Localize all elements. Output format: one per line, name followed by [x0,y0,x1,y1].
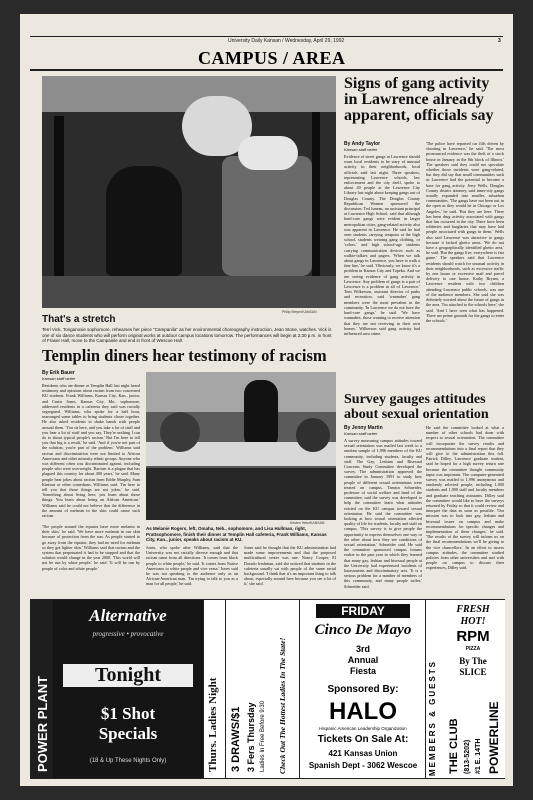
gang-staff-label: Kansan staff writer [344,147,378,152]
templin-column-4: Jones said he thought that the KU administration had made some improvements and that the proposed multicultural center was one. Nancy Cooper, El Dorado freshman, said she noticed that students in the cafeteria usually sat with people of the same racial background. 'I think that it's an important thing to talk about, especially around here because you see a lot of it,' she said. [244,545,336,587]
advertisement-strip [30,599,505,779]
rpm-label: RPM [456,628,490,645]
pizza-label: PIZZA [465,646,481,652]
templin-byline: By Erik Bauer [42,370,75,376]
ticket-location-1: 421 Kansas Union [328,749,398,758]
top-rule [30,36,503,37]
draws-line-2: 3 Fers Thursday [246,702,256,772]
alternative-special-line-1: $1 Shot [100,704,156,723]
templin-column-1: Residents who ate dinner at Templin Hall last night heard testimony and opinions about racism from two concerned KU students. Frank Williams, Kansas City, Kan., junior, and Curtis Jones, Kansas City, Mo., sophomore, addressed residents in a cafeteria they said was racially segregated. Williams, who spoke for a half hour, rearranged some tables to bring students closer together. He also asked residents to shake hands with people around them. 'You sit here, and you take a lot of stuff and you hear a lot of stuff and you say, They're nothing I can do to about typical people's racism.' But I'm here to tell you that big is a result,' he said. 'And if you're not part of the solution, you're part of the problem.' Williams said racism and discrimination were not limited to African Americans and other minority ethnic groups. Anyone who was different often was discriminated against, including people who were overweight. 'Racism is a plague that has plagued this country for about 400 years,' he said. Many people hear jokes about racism from Eddie Murphy, Sam Kinison or other comedians, Williams said. 'I'm here to tell you that those things are not jokes,' he said. 'Something about living here, you learn about those things. You learn about being an African American.' Williams said he could not believe that the difference in the amount of melanin in the skin could cause such racism. [42,383,140,519]
templin-photo-credit: Kirsten Hetz/KANSAN [290,521,325,525]
alternative-age-note: (18 & Up These Nights Only) [89,758,167,764]
annual-line-1: 3rd [355,644,370,654]
gang-column-1: Evidence of street gangs in Lawrence should warn local residents to be wary of unusual activity in their neighborhoods, local officials said last night. Three speakers, representing Lawrence schools, law enforcement and the city itself, spoke to about 40 people at the Lawrence City Library last night about keeping gangs out of Douglas County. The Douglas County Republican Women sponsored the discussion. Ted Juneau, an assistant principal at Lawrence High School, said that although hard-core gangs were evident in larger metropolitan cities, gang-related activity also was apparent in Lawrence. He said he had seen students carrying weapons at the high school, students wearing gang clothing, or 'colors,' and high school-age students carrying communication devices such as walkie-talkies and pagers. 'When we talk about gangs in Lawrence, you have to walk a fine line,' he said. 'Obviously, we know it's a problem in Kansas City and Topeka. And we are seeing evidence of gang activity in Lawrence. Any problem of gangs is a part of Lawrence is a problem in all of Lawrence.' Tom Wilkerson, assistant director of parks and recreation, said 'wannabes' gang members were the most prevalent in the community. 'In Lawrence we do not have the hard-core gangs,' he said. 'We have wannabes, those wanting to receive attention that they are not receiving in their own homes.' Wilkerson said gang activity had influenced area crime. [344,154,420,336]
slice-label: SLICE [459,667,487,677]
tickets-heading: Tickets On Sale At: [317,734,409,745]
section-heading: CAMPUS / AREA [198,48,346,68]
draws-line-1: 3 DRAWS/$1 [230,706,242,772]
sponsored-by: Sponsored By: [327,684,399,695]
powerline-label: POWERLINE [487,701,501,774]
page-number: 3 [498,38,501,44]
friday-banner: FRIDAY [316,604,410,618]
thurs-ladies-label: Thurs. Ladies Night [207,677,219,772]
halo-logo-text: HALO [329,698,397,725]
club-ad [425,600,505,778]
the-club-label: THE CLUB [448,718,460,774]
templin-headline: Templin diners hear testimony of racism [42,346,327,365]
alternative-title: Alternative [89,606,167,625]
alternative-tonight: Tonight [63,664,193,687]
gang-column-2: 'The police have reported car fills driven by shooting in Lawrence,' he said. 'The most pronounced evidence was the theft of a stock house in January in the 8th block of Illinois.' The speakers said they could not speculate whether those incidents were gang-related, but they did say that small communities such as Lawrence had the potential to become a base for gang activity. Jerry Wells, Douglas County district attorney, said inner-city gangs usually expanded into smaller, suburban communities. 'The gangs have not been out in the open as they would be in Chicago or Los Angeles,' he said. 'But they are here. There has been drug activity associated with gangs that has occurred in the city. There have been robberies and burglaries that may have had people associated with gangs in them.' Wells also said Lawrence was attractive to gangs because it lacked ghetto areas. 'We do not have a geographically identified ghetto area,' he said. 'But the gangs live, everywhere is fair game.' The speakers said that Lawrence residents should watch for unusual activity in their neighborhoods, such as excessive traffic by one house or excessive mail and parcel delivery to one house. Kathy Bryant, a Lawrence resident with two children attending Lawrence public schools, was one of the audience members. She said she was definitely worried about the future of gangs in the area. 'I'm attached to the schools here,' she said. 'And I have seen what has happened. There are prime grounds for the gangs to enter the schools.' [426,141,504,323]
thurs-ladies-ad [203,600,226,778]
templin-column-2: 'The people around the equator have more melanin in their skin,' he said. 'We have more melanin in our skin because of protection from the sun. As people started to go away from the equator, they had no need for melanin so they got lighter skin.' Williams said that racism and the system that perpetuated it had to be stopped and that the solution would change in the year 2000. 'This world will not be run by white people,' he said. 'It will be run by people of color and white people.' [42,524,140,571]
draws-ad [225,600,300,778]
alternative-subtitle: progressive • provocative [92,630,164,638]
photo-caption: Terri Vick, Tonganoxie sophomore, rehearses her piece "Campanila" as her environmental choreography instruction, Jean Stone, watches. Vick is one of six dance students who will perform original works at outdoor campus locations tomorrow. The performances will begin at 2:30 p.m. in front of Fraser Hall, move to the Campanile and end in front of Wescoe Hall. [42,327,332,343]
dance-photo [42,76,336,308]
club-address: #1 E. 14TH [475,738,482,774]
alternative-special-line-2: Specials [98,724,158,743]
survey-headline: Survey gauges attitudes about sexual orientation [344,392,489,422]
annual-line-2: Annual [347,655,379,665]
survey-byline: By Jenny Martin [344,425,383,431]
templin-staff-label: Kansan staff writer [42,376,76,381]
hot-label: HOT! [460,616,486,627]
ticket-location-2: Spanish Dept - 3062 Wescoe [308,761,418,770]
annual-line-3: Fiesta [349,666,376,676]
power-plant-ad [31,600,53,778]
templin-caption: As Melanie Rogers, left, Omaha, Neb., sophomore, and Lisa Hullman, right, Prattsophomore, finish their dinner at Templin Hall cafeteria, Frank Williams, Kansas City, Kan., junior, speaks about racism at KU. [146,526,327,542]
power-plant-label: POWER PLANT [35,675,50,772]
ladies-free-note: Ladies In Free Before 9:30 [260,700,266,772]
gang-byline: By Andy Taylor [344,141,381,147]
members-guests-label: MEMBERS & GUESTS [428,659,437,776]
club-phone: (813-5202) [464,739,471,774]
gang-headline: Signs of gang activity in Lawrence already apparent, officials say [344,75,494,124]
section-rule [30,69,503,71]
dance-photo-credit: Philip Meyer/KANSAN [282,310,317,314]
alternative-ad [53,600,203,778]
by-the-label: By The [459,656,487,666]
hottest-ladies-line: Check Out The Hottest Ladies In The State! [278,637,287,774]
newspaper-page [20,14,513,786]
cinco-title: Cinco De Mayo [314,622,412,638]
fresh-label: FRESH [456,604,490,615]
cinco-de-mayo-ad [299,600,426,778]
survey-column-2: He said the committee looked at what a number of other schools had done with respect to sexual orientation. The committee will incorporate the survey results and recommendations into a final report that they will give to the administration this fall. Patrick Dilley, Lawrence graduate student, said he hoped for a high survey return rate because the committee thought community input was important. The computer-generated survey was mailed to 1,996 anonymous and randomly selected people, including 1,000 students and 1,000 staff and faculty members and graduate teaching assistants. Dilley said the committee would like to have the surveys returned by Friday so that it could review and interpret the data as soon as possible. 'Our mission was to look into gay, lesbian and bisexual issues on campus and make recommendations for specific changes and implementation of these changes,' he said. 'The results of the survey will inform us on the final recommendations we'll be giving to the vice chancellors.' In an effort to assess campus attitudes, the committee studied policies from other universities and met with people on campus to discuss their experiences, Dilley said. [426,425,504,571]
templin-photo [146,372,336,520]
templin-column-3: Jones, who spoke after Williams, said that the University was not racially diverse enough and that racism came from all directions. 'It comes from black people to white people,' he said. 'It comes from Native Americans to white people and vice versa.' Jones said he was not speaking to the audience only as an African-American man. 'I'm trying to talk to you as a man for all people,' he said. [146,545,238,587]
halo-full-name: Hispanic American Leadership Organization [319,726,407,731]
photo-title: That's a stretch [42,314,116,325]
survey-column-1: A survey measuring campus attitudes toward sexual orientation was mailed last week to a random sample of 1,996 members of the KU community, including students, faculty and staff. The Gay, Lesbian and Bisexual Concerns Study Committee developed the survey. The administration approved the committee in January 1991 to study how people of different sexual orientations were treated on campus. Tamsin Schneider, professor of social welfare and head of the committee, said the survey was developed to help the committee learn what attitudes existed on the KU campus toward sexual orientation. He said the committee was looking at how sexual orientation affected quality of life for students, faculty and staff on campus. 'This survey is to give people the opportunity to express themselves one way or the other about how they see conditions of sexual orientation,' Schneider said. He said the committee sponsored campus forums earlier in the past year in which they learned that many gay, lesbian and bisexual people at the University had experienced incidents of harassments and discriminatory acts. 'It is a serious problem for a number of members of this community, and many people suffer,' Schneider said. [344,438,422,589]
survey-staff-label: Kansan staff writer [344,431,378,436]
folio-line: University Daily Kansan / Wednesday, April 29, 1992 [228,38,345,44]
